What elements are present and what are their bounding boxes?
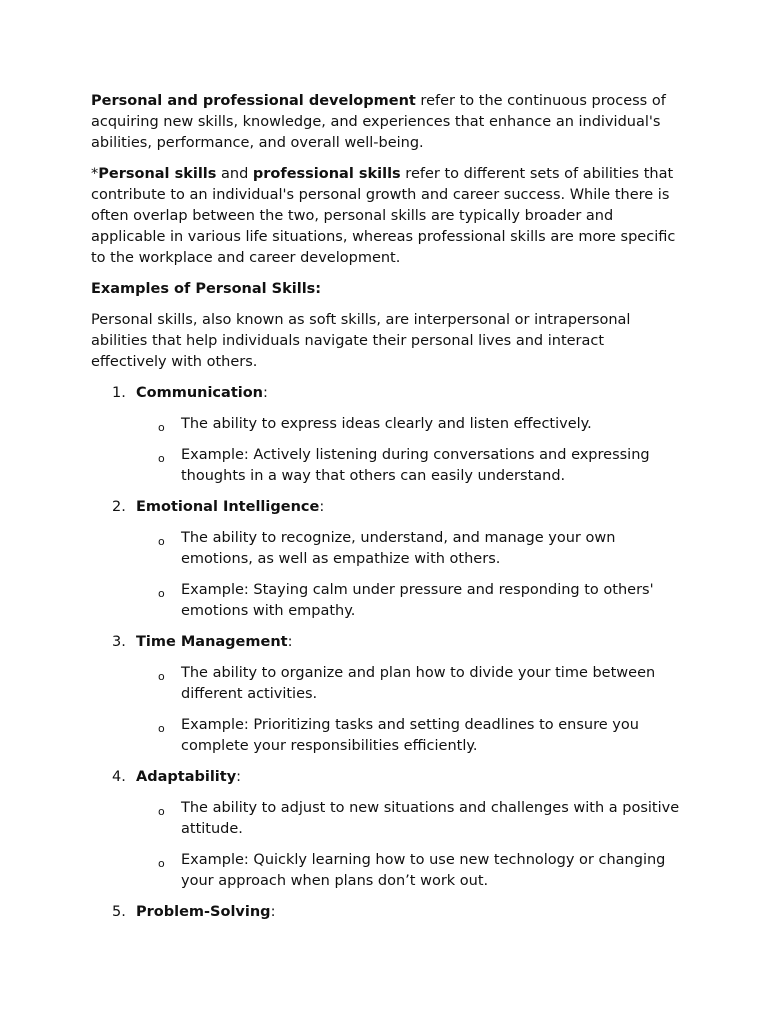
point-text: Example: Quickly learning how to use new technology or changing your approach when plans don’t work out. [181,852,666,889]
skills-list [91,383,681,923]
professional-skills-term: professional skills [252,166,401,182]
skill-name: Communication [136,385,264,401]
skill-number: 4. [112,769,126,785]
circle-bullet-icon: o [158,857,165,870]
list-item [136,580,681,622]
skills-definition-paragraph [91,164,681,269]
point-text: The ability to organize and plan how to divide your time between different activities. [181,665,656,702]
skill-name: Emotional Intelligence [136,499,320,515]
skill-points [136,663,681,757]
circle-bullet-icon: o [158,805,165,818]
list-item [136,715,681,757]
asterisk: * [91,166,99,182]
list-item [136,414,681,435]
point-text: Example: Staying calm under pressure and responding to others' emotions with empathy. [181,582,654,619]
point-text: The ability to express ideas clearly and listen effectively. [181,416,592,432]
point-text: The ability to recognize, understand, and manage your own emotions, as well as empathize with others. [181,530,616,567]
and-text: and [216,166,253,182]
skill-colon: : [263,385,268,401]
list-item [136,850,681,892]
point-text: Example: Actively listening during conversations and expressing thoughts in a way that others can easily understand. [181,447,650,484]
skill-item-time-management [91,632,681,757]
skill-item-adaptability [91,767,681,892]
skill-item-communication [91,383,681,487]
skill-points [136,798,681,892]
point-text: Example: Prioritizing tasks and setting deadlines to ensure you complete your responsibilities efficiently. [181,717,639,754]
skill-number: 2. [112,499,126,515]
list-item [136,663,681,705]
skill-colon: : [236,769,242,785]
personal-skills-term: Personal skills [98,166,217,182]
intro-paragraph [91,91,681,154]
examples-heading: Examples of Personal Skills: [91,281,322,297]
list-item [136,445,681,487]
skill-number: 5. [112,904,126,920]
document-page [91,91,681,933]
examples-intro-paragraph: Personal skills, also known as soft skills, are interpersonal or intrapersonal abilities that help individuals navigate their personal lives and interact effectively with others. [91,312,631,370]
skill-points [136,528,681,622]
skill-points [136,414,681,487]
circle-bullet-icon: o [158,535,165,548]
skill-item-emotional-intelligence [91,497,681,622]
circle-bullet-icon: o [158,587,165,600]
list-item [136,798,681,840]
skill-colon: : [270,904,276,920]
intro-term: Personal and professional development [91,93,416,109]
skill-colon: : [287,634,293,650]
intro-text: refer to the continuous process of acquiring new skills, knowledge, and experiences that enhance an individual's abilities, performance, and overall well-being. [91,93,666,151]
circle-bullet-icon: o [158,421,165,434]
skill-item-problem-solving [91,902,681,923]
skill-number: 1. [112,385,126,401]
skill-name: Adaptability [136,769,237,785]
circle-bullet-icon: o [158,452,165,465]
skill-colon: : [319,499,325,515]
skill-name: Problem-Solving [136,904,271,920]
list-item [136,528,681,570]
circle-bullet-icon: o [158,670,165,683]
skill-name: Time Management [136,634,288,650]
circle-bullet-icon: o [158,722,165,735]
skills-definition-text: refer to different sets of abilities that contribute to an individual's personal growth and career success. While there is often overlap between the two, personal skills are typically broader and applicable in various life situations, whereas professional skills are more specific to the workplace and career development. [91,166,676,266]
point-text: The ability to adjust to new situations and challenges with a positive attitude. [181,800,680,837]
skill-number: 3. [112,634,126,650]
